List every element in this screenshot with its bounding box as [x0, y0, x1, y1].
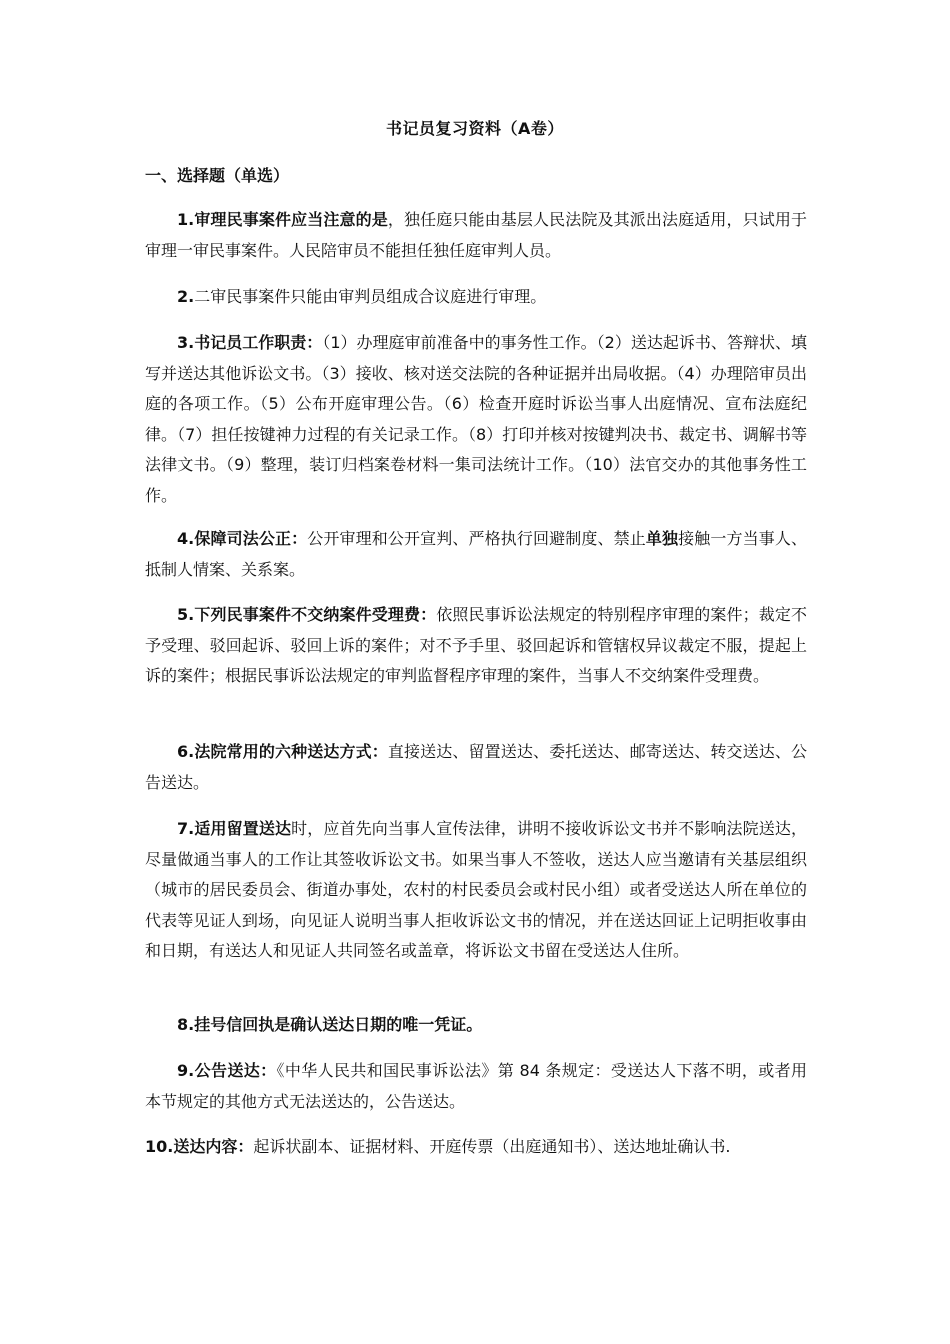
item-text-run: 公开审理和公开宣判、严格执行回避制度、禁止 — [307, 529, 646, 548]
item-bold-run: 10.送达内容： — [145, 1137, 254, 1156]
item-bold-run: 9.公告送达： — [177, 1061, 277, 1080]
item-text-run: 接触一方当事人、抵制人情案、关系案。 — [145, 529, 807, 579]
question-item-7 — [145, 814, 807, 967]
item-text-run: 依照民事诉讼法规定的特别程序审理的案件；裁定不予受理、驳回起诉、驳回上诉的案件；对不予手里、驳回起诉和管辖权异议裁定不服，提起上诉的案件；根据民事诉讼法规定的审判监督程序审理的案件，当事人不交纳案件受理费。 — [145, 605, 807, 685]
question-item-2 — [145, 282, 807, 313]
item-bold-run: 4.保障司法公正： — [177, 529, 308, 548]
question-item-5 — [145, 600, 807, 692]
question-item-10 — [145, 1132, 807, 1163]
item-bold-run: 8.挂号信回执是确认送达日期的唯一凭证。 — [177, 1015, 483, 1034]
item-bold-run: 1.审理民事案件应当注意的是 — [177, 210, 388, 229]
item-bold-run: 单独 — [645, 529, 679, 548]
item-text-run: 二审民事案件只能由审判员组成合议庭进行审理。 — [194, 287, 547, 306]
item-text-run: ，独任庭只能由基层人民法院及其派出法庭适用，只试用于审理一审民事案件。人民陪审员不能担任独任庭审判人员。 — [145, 210, 807, 260]
question-item-6 — [145, 737, 807, 798]
question-item-1 — [145, 205, 807, 266]
item-text-run: （1）办理庭审前准备中的事务性工作。（2）送达起诉书、答辩状、填写并送达其他诉讼文书。（3）接收、核对送交法院的各种证据并出局收据。（4）办理陪审员出庭的各项工作。（5）公布开庭审理公告。（6）检查开庭时诉讼当事人出庭情况、宣布法庭纪律。（7）担任按键神力过程的有关记录工作。（8）打印并核对按键判决书、裁定书、调解书等法律文书。（9）整理，装订归档案卷材料一集司法统计工作。（10）法官交办的其他事务性工作。 — [145, 333, 807, 505]
question-item-9 — [145, 1056, 807, 1117]
item-bold-run: 3.书记员工作职责： — [177, 333, 323, 352]
question-item-8 — [145, 1010, 807, 1041]
item-text-run: 《中华人民共和国民事诉讼法》第 84 条规定：受送达人下落不明，或者用本节规定的其他方式无法送达的，公告送达。 — [145, 1061, 807, 1111]
item-bold-run: 2. — [177, 287, 195, 306]
item-text-run: 起诉状副本、证据材料、开庭传票（出庭通知书）、送达地址确认书. — [253, 1137, 731, 1156]
document-title: 书记员复习资料（A卷） — [386, 119, 564, 138]
question-item-4 — [145, 524, 807, 585]
item-text-run: 直接送达、留置送达、委托送达、邮寄送达、转交送达、公告送达。 — [145, 742, 807, 792]
item-bold-run: 5.下列民事案件不交纳案件受理费： — [177, 605, 437, 624]
section-heading: 一、选择题（单选） — [145, 166, 290, 185]
item-bold-run: 6.法院常用的六种送达方式： — [177, 742, 388, 761]
question-item-3 — [145, 328, 807, 511]
item-bold-run: 7.适用留置送达 — [177, 819, 292, 838]
item-text-run: 时，应首先向当事人宣传法律，讲明不接收诉讼文书并不影响法院送达，尽量做通当事人的工作让其签收诉讼文书。如果当事人不签收，送达人应当邀请有关基层组织（城市的居民委员会、街道办事处，农村的村民委员会或村民小组）或者受送达人所在单位的代表等见证人到场，向见证人说明当事人拒收诉讼文书的情况，并在送达回证上记明拒收事由和日期，有送达人和见证人共同签名或盖章，将诉讼文书留在受送达人住所。 — [145, 819, 807, 960]
